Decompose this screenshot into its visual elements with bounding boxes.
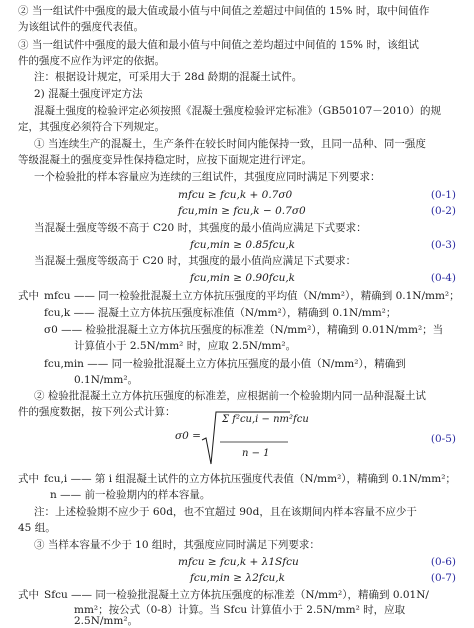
text-line: ③ 当样本容量不少于 10 组时，其强度应同时满足下列要求： xyxy=(34,539,320,551)
text-line: 当混凝土强度等级不高于 C20 时，其强度的最小值尚应满足下式要求： xyxy=(34,222,367,234)
text-line: ③ 当一组试件中强度的最大值和最小值与中间值之差均超过中间值的 15% 时，该组试 xyxy=(18,39,419,51)
where-label: 式中 xyxy=(18,473,39,485)
section-heading: 2) 混凝土强度评定方法 xyxy=(34,88,143,100)
equation-0-4: fcu,min ≥ 0.90fcu,k xyxy=(190,272,296,284)
text-line: 一个检验批的样本容量应为连续的三组试件，其强度应同时满足下列要求： xyxy=(34,171,381,183)
definition-line: mfcu —— 同一检验批混凝土立方体抗压强度的平均值（N/mm²），精确到 0.1N/mm²； xyxy=(44,290,460,302)
equation-number: (0-7) xyxy=(430,572,456,584)
text-line: 件的强度数据，按下列公式计算： xyxy=(18,406,176,418)
text-line: ② 检验批混凝土立方体抗压强度的标准差，应根据前一个检验期内同一品种混凝土试 xyxy=(34,390,426,402)
text-line: ① 当连续生产的混凝土，生产条件在较长时间内能保持一致，且同一品种、同一强度 xyxy=(34,138,426,150)
sigma-label: σ0 = xyxy=(175,430,201,442)
definition-line: mm²；按公式（0-8）计算。当 Sfcu 计算值小于 2.5N/mm² 时，应取 xyxy=(74,604,406,616)
equation-0-2: fcu,min ≥ fcu,k − 0.7σ0 xyxy=(178,205,306,217)
equation-number: (0-1) xyxy=(430,189,456,201)
equation-0-1: mfcu ≥ fcu,k + 0.7σ0 xyxy=(178,189,293,201)
note-line: 注：根据设计规定，可采用大于 28d 龄期的混凝土试件。 xyxy=(34,71,303,83)
equation-0-7: fcu,min ≥ λ2fcu,k xyxy=(190,572,285,584)
text-line: 定，其强度必须符合下列规定。 xyxy=(18,121,165,133)
where-label: 式中 xyxy=(18,589,39,601)
equation-number: (0-6) xyxy=(430,556,456,568)
definition-line: fcu,min —— 同一检验批混凝土立方体抗压强度的最小值（N/mm²），精确到 xyxy=(44,358,406,370)
text-line: 为该组试件的强度代表值。 xyxy=(18,21,144,33)
text-line: 等级混凝土的强度变异性保持稳定时，应按下面规定进行评定。 xyxy=(18,154,312,166)
text-line: 混凝土强度的检验评定必须按照《混凝土强度检验评定标准》（GB50107－2010）的规 xyxy=(34,105,441,117)
definition-line: fcu,k —— 混凝土立方体抗压强度标准值（N/mm²），精确到 0.1N/mm²； xyxy=(44,307,397,319)
definition-line: 计算值小于 2.5N/mm² 时，应取 2.5N/mm²。 xyxy=(74,340,297,352)
note-line: 注：上述检验期不应少于 60d，也不宜超过 90d，且在该期间内样本容量不应少于 xyxy=(34,506,417,518)
numerator: Σ f²cu,i − nm²fcu xyxy=(222,414,309,425)
text-line: ② 当一组试件中强度的最大值或最小值与中间值之差超过中间值的 15% 时，取中间值作 xyxy=(18,5,430,17)
equation-number: (0-2) xyxy=(430,205,456,217)
equation-number: (0-4) xyxy=(430,272,456,284)
equation-number: (0-3) xyxy=(430,239,456,251)
text-line: 件的强度不应作为评定的依据。 xyxy=(18,55,165,67)
equation-0-6: mfcu ≥ fcu,k + λ1Sfcu xyxy=(178,556,299,568)
definition-line: fcu,i —— 第 i 组混凝土试件的立方体抗压强度代表值（N/mm²），精确到 0.1N/mm²； xyxy=(44,473,456,485)
note-line: 45 组。 xyxy=(18,522,56,534)
definition-line: 0.1N/mm²。 xyxy=(74,374,139,386)
definition-line: n —— 前一检验期内的样本容量。 xyxy=(50,489,211,501)
where-label: 式中 xyxy=(18,290,39,302)
equation-0-3: fcu,min ≥ 0.85fcu,k xyxy=(190,239,296,251)
equation-number: (0-5) xyxy=(430,433,456,445)
definition-line: 2.5N/mm²。 xyxy=(74,615,139,627)
definition-line: Sfcu —— 同一检验批混凝土立方体抗压强度的标准差（N/mm²），精确到 0.01N/ xyxy=(44,589,429,601)
text-line: 当混凝土强度等级高于 C20 时，其强度的最小值尚应满足下式要求： xyxy=(34,255,357,267)
denominator: n − 1 xyxy=(242,448,270,459)
definition-line: σ0 —— 检验批混凝土立方体抗压强度的标准差（N/mm²），精确到 0.01N/mm²；当 xyxy=(44,324,444,336)
sqrt-formula xyxy=(200,410,309,468)
